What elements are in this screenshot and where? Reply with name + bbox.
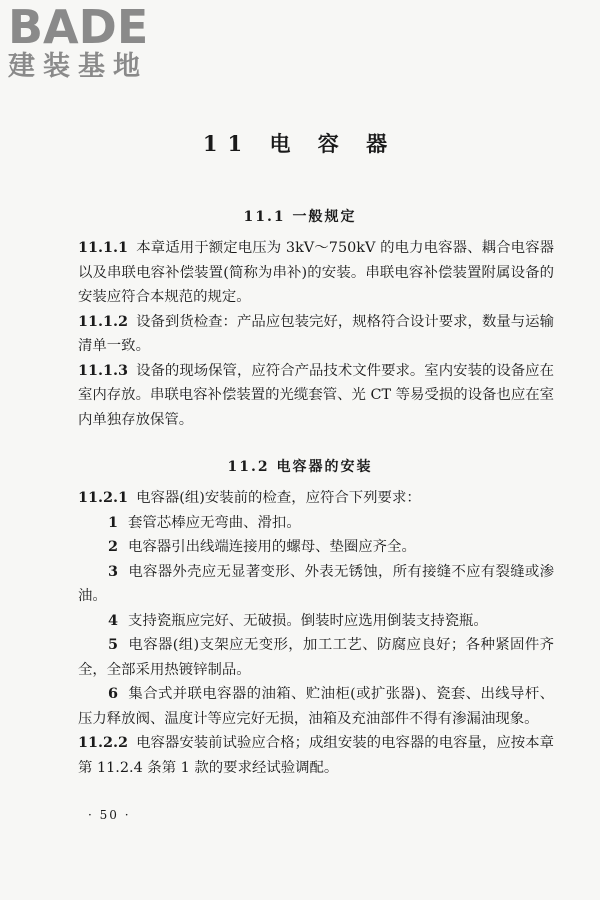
item-text: 电容器引出线端连接用的螺母、垫圈应齐全。	[128, 539, 416, 555]
list-item-4	[78, 609, 554, 634]
item-number: 4	[108, 611, 119, 629]
clause-number: 11.1.3	[78, 361, 129, 379]
item-number: 3	[108, 562, 119, 580]
item-text: 支持瓷瓶应完好、无破损。倒装时应选用倒装支持瓷瓶。	[128, 612, 488, 629]
clause-11-1-3	[78, 359, 554, 433]
logo-wordmark: BADE	[8, 0, 149, 54]
clause-number: 11.1.1	[78, 239, 129, 256]
item-number: 2	[108, 538, 119, 555]
page-number: · 50 ·	[88, 808, 131, 822]
list-item-3	[78, 560, 554, 609]
item-number: 5	[108, 636, 119, 653]
item-text: 电容器外壳应无显著变形、外表无锈蚀，所有接缝不应有裂缝或渗油。	[78, 563, 554, 604]
clause-11-2-1	[78, 486, 554, 511]
item-text: 电容器(组)支架应无变形，加工工艺、防腐应良好；各种紧固件齐全，全部采用热镀锌制品。	[78, 637, 554, 678]
section-title-11-2: 11.2 电容器的安装	[227, 459, 373, 475]
clause-number: 11.1.2	[78, 312, 129, 330]
chapter-title: 11 电 容 器	[202, 131, 398, 156]
list-item-6	[78, 682, 554, 731]
section-title-11-1: 11.1 一般规定	[243, 209, 357, 225]
clause-text: 设备的现场保管，应符合产品技术文件要求。室内安装的设备应在室内存放。串联电容补偿装置的光缆套管、光 CT 等易受损的设备也应在室内单独存放保管。	[78, 362, 554, 428]
item-text: 集合式并联电容器的油箱、贮油柜(或扩张器)、瓷套、出线导杆、压力释放阀、温度计等应完好无损，油箱及充油部件不得有渗漏油现象。	[78, 686, 554, 727]
clause-11-1-2	[78, 310, 554, 359]
clause-text: 设备到货检查：产品应包装完好，规格符合设计要求，数量与运输清单一致。	[78, 313, 554, 354]
logo	[8, 0, 149, 82]
list-item-1	[78, 511, 554, 536]
item-number: 6	[108, 685, 119, 702]
item-number: 1	[108, 513, 119, 531]
section-11-1-body	[78, 236, 554, 432]
list-item-5	[78, 633, 554, 682]
logo-subtitle: 建装基地	[8, 51, 148, 82]
clause-text: 电容器安装前试验应合格；成组安装的电容器的电容量，应按本章第 11.2.4 条第 1 款的要求经试验调配。	[78, 735, 554, 776]
clause-number: 11.2.2	[78, 734, 129, 751]
clause-11-2-2	[78, 731, 554, 780]
clause-text: 电容器(组)安装前的检查，应符合下列要求：	[136, 490, 421, 506]
item-text: 套管芯棒应无弯曲、滑扣。	[128, 514, 301, 531]
clause-11-1-1	[78, 236, 554, 310]
section-11-2-body	[78, 486, 554, 780]
clause-number: 11.2.1	[78, 489, 129, 506]
list-item-2	[78, 535, 554, 560]
clause-text: 本章适用于额定电压为 3kV～750kV 的电力电容器、耦合电容器以及串联电容补偿装置(简称为串补)的安装。串联电容补偿装置附属设备的安装应符合本规范的规定。	[78, 240, 554, 305]
